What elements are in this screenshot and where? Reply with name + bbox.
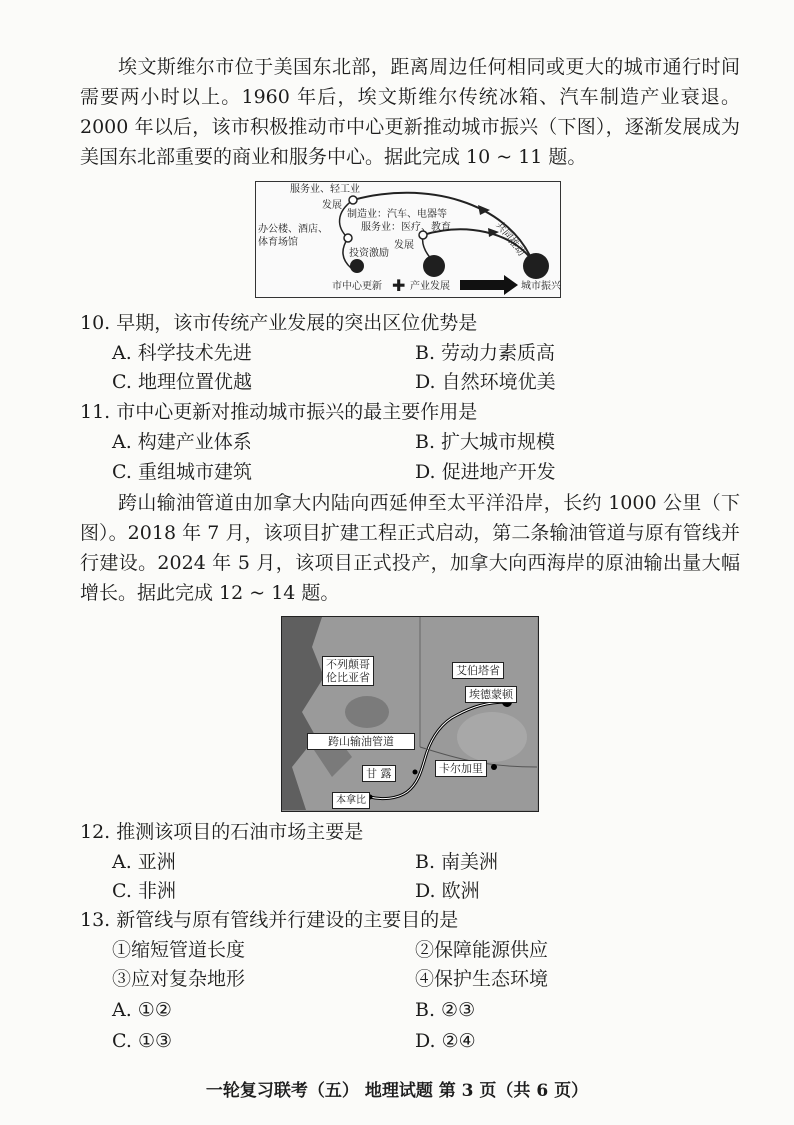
calgary-dot: [491, 764, 497, 770]
q11-option-b: B. 扩大城市规模: [415, 431, 556, 453]
pipeline-map: [281, 616, 539, 812]
q13-option-d: D. ②④: [415, 1030, 476, 1052]
label-edmonton: 埃德蒙顿: [465, 686, 517, 703]
label-center-renewal: 市中心更新: [332, 281, 382, 292]
q10-option-a: A. 科学技术先进: [112, 342, 252, 364]
map-graphic: [282, 617, 537, 810]
label-manufacturing: 制造业：汽车、电器等: [347, 209, 447, 220]
question-11-stem: 11. 市中心更新对推动城市振兴的最主要作用是: [80, 401, 478, 423]
q13-statement-1: ①缩短管道长度: [112, 939, 246, 961]
kamloops-dot: [413, 770, 418, 775]
terrain-shade-1: [345, 696, 389, 728]
q12-option-d: D. 欧洲: [415, 880, 480, 902]
label-pipeline: 跨山输油管道: [307, 733, 415, 750]
q13-option-c: C. ①③: [112, 1030, 173, 1052]
label-burnaby: 本拿比: [332, 792, 370, 809]
question-12-stem: 12. 推测该项目的石油市场主要是: [80, 821, 364, 843]
label-invest: 投资激励: [349, 248, 389, 259]
q12-option-a: A. 亚洲: [112, 851, 176, 873]
label-service-medical: 服务业：医疗、教育: [361, 222, 451, 233]
q13-statement-4: ④保护生态环境: [415, 968, 549, 990]
city-revival-diagram: [255, 181, 561, 298]
q10-option-d: D. 自然环境优美: [415, 371, 556, 393]
label-revival: 城市振兴: [521, 281, 561, 292]
q12-option-b: B. 南美洲: [415, 851, 499, 873]
label-office: 办公楼、酒店、: [258, 224, 328, 235]
q13-statement-2: ②保障能源供应: [415, 939, 549, 961]
q11-option-d: D. 促进地产开发: [415, 461, 556, 483]
label-joint: 共同推动: [493, 220, 527, 259]
q13-option-b: B. ②③: [415, 999, 476, 1021]
big-arrow: [460, 275, 518, 295]
node-top: [349, 196, 357, 204]
q13-option-a: A. ①②: [112, 999, 172, 1021]
q11-option-a: A. 构建产业体系: [112, 431, 252, 453]
page-footer: 一轮复习联考（五） 地理试题 第 3 页（共 6 页）: [205, 1081, 589, 1101]
q10-option-b: B. 劳动力素质高: [415, 342, 556, 364]
label-alberta: 艾伯塔省: [452, 662, 504, 679]
plus-icon: ✚: [392, 276, 406, 295]
question-13-stem: 13. 新管线与原有管线并行建设的主要目的是: [80, 909, 459, 931]
label-service-light: 服务业、轻工业: [290, 184, 360, 195]
q11-option-c: C. 重组城市建筑: [112, 461, 252, 483]
node-revival: [523, 253, 549, 279]
node-industry: [423, 255, 445, 277]
question-10-stem: 10. 早期，该市传统产业发展的突出区位优势是: [80, 312, 478, 334]
label-kamloops: 甘 露: [362, 765, 396, 782]
node-mid: [344, 234, 352, 242]
q10-option-c: C. 地理位置优越: [112, 371, 252, 393]
label-industry: 产业发展: [410, 281, 450, 292]
label-develop-1: 发展: [322, 200, 342, 211]
passage-1: 埃文斯维尔市位于美国东北部，距离周边任何相同或更大的城市通行时间需要两小时以上。1960 年后，埃文斯维尔传统冰箱、汽车制造产业衰退。2000 年以后，该市积极推动市中心更新推动城市振兴（下图），逐渐发展成为美国东北部重要的商业和服务中心。据此完成 10 ~ 11 题。: [80, 56, 740, 168]
label-develop-2: 发展: [394, 240, 414, 251]
terrain-shade-2: [457, 712, 527, 762]
label-bc: 不列颠哥 伦比亚省: [322, 656, 374, 686]
q13-statement-3: ③应对复杂地形: [112, 968, 246, 990]
label-stadium: 体育场馆: [258, 237, 298, 248]
q12-option-c: C. 非洲: [112, 880, 176, 902]
node-center-renewal: [350, 259, 364, 273]
passage-2: 跨山输油管道由加拿大内陆向西延伸至太平洋沿岸，长约 1000 公里（下图）。2018 年 7 月，该项目扩建工程正式启动，第二条输油管道与原有管线并行建设。2024 年 5 月，该项目正式投产，加拿大向西海岸的原油输出量大幅增长。据此完成 12 ~ 14 题。: [80, 492, 740, 604]
label-calgary: 卡尔加里: [435, 760, 487, 777]
